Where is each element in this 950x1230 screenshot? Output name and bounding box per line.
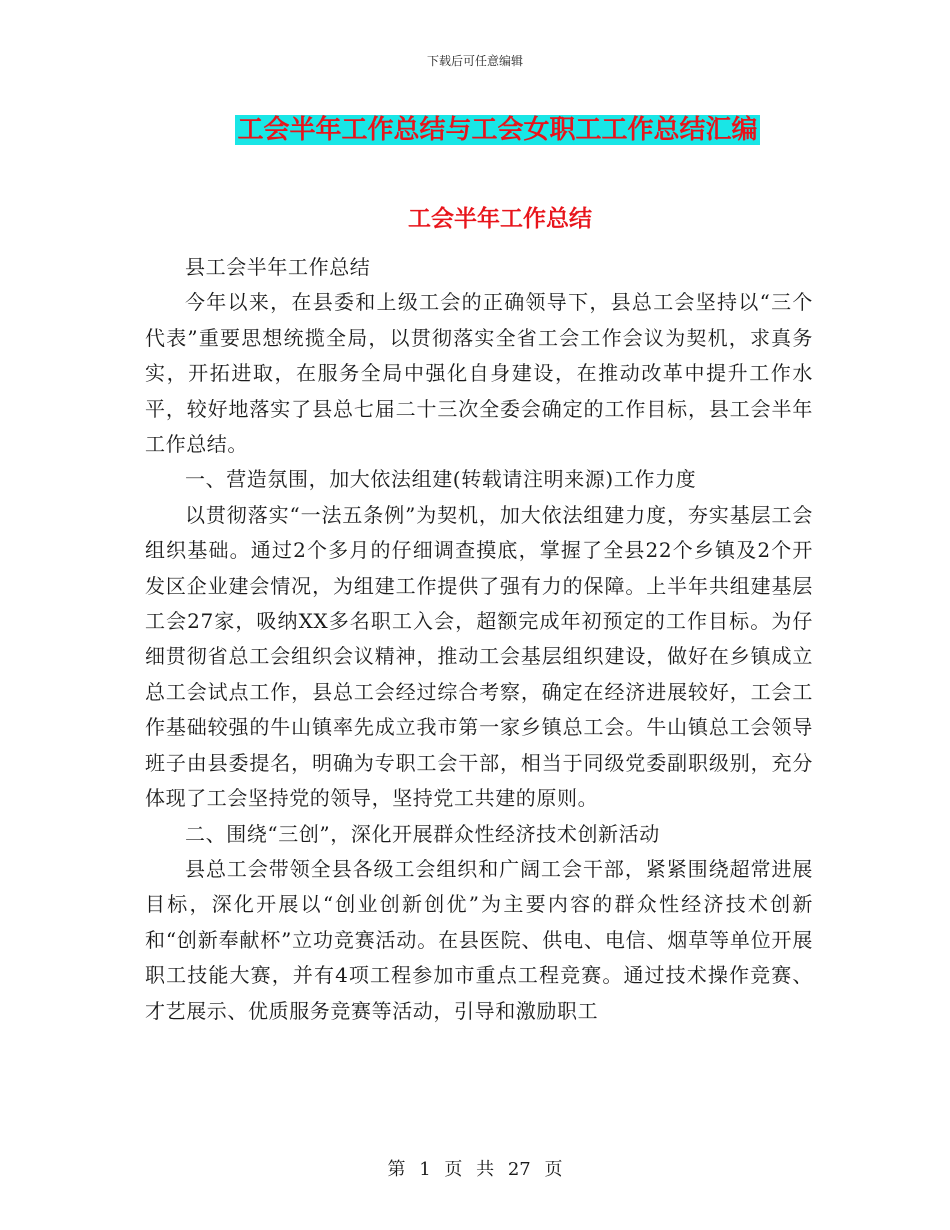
paragraph: 以贯彻落实“一法五条例”为契机，加大依法组建力度，夯实基层工会组织基础。通过2个多月的仔细调查摸底，掌握了全县22个乡镇及2个开发区企业建会情况，为组建工作提供了强有力的保障。上半年共组建基层工会27家，吸纳XX多名职工入会，超额完成年初预定的工作目标。为仔细贯彻省总工会组织会议精神，推动工会基层组织建设，做好在乡镇成立总工会试点工作，县总工会经过综合考察，确定在经济进展较好，工会工作基础较强的牛山镇率先成立我市第一家乡镇总工会。牛山镇总工会领导班子由县委提名，明确为专职工会干部，相当于同级党委副职级别，充分体现了工会坚持党的领导，坚持党工共建的原则。 [145, 502, 813, 811]
document-body [145, 250, 813, 1029]
document-title-text: 工会半年工作总结与工会女职工工作总结汇编 [237, 115, 758, 145]
paragraph: 县总工会带领全县各级工会组织和广阔工会干部，紧紧围绕超常进展目标，深化开展以“创业创新创优”为主要内容的群众性经济技术创新和“创新奉献杯”立功竞赛活动。在县医院、供电、电信、烟草等单位开展职工技能大赛，并有4项工程参加市重点工程竞赛。通过技术操作竞赛、才艺展示、优质服务竞赛等活动，引导和激励职工 [145, 856, 813, 1023]
document-title [0, 113, 950, 147]
paragraph-subtitle: 县工会半年工作总结 [185, 255, 371, 279]
section-title: 工会半年工作总结 [408, 205, 592, 232]
page-number: 第 1 页 共 27 页 [387, 1159, 563, 1180]
header-note: 下载后可任意编辑 [426, 54, 523, 68]
paragraph-heading: 二、围绕“三创”，深化开展群众性经济技术创新活动 [185, 821, 660, 846]
paragraph-heading: 一、营造氛围，加大依法组建(转载请注明来源)工作力度 [185, 467, 697, 492]
paragraph: 今年以来，在县委和上级工会的正确领导下，县总工会坚持以“三个代表”重要思想统揽全局，以贯彻落实全省工会工作会议为契机，求真务实，开拓进取，在服务全局中强化自身建设，在推动改革中提升工作水平，较好地落实了县总七届二十三次全委会确定的工作目标，县工会半年工作总结。 [145, 290, 813, 457]
